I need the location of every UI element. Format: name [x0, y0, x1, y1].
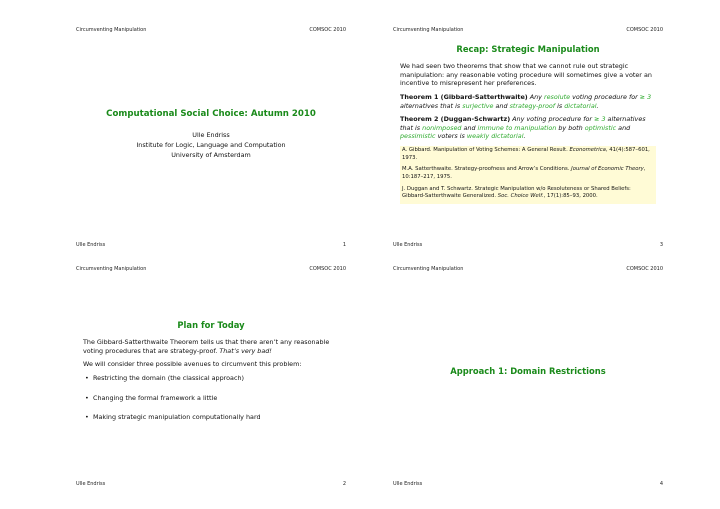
reference-journal: Soc. Choice Welf.	[497, 193, 544, 200]
avenues-paragraph: We will consider three possible avenues to circumvent this problem:	[83, 360, 302, 369]
theorem-text: .	[523, 132, 526, 141]
header-right: COMSOC 2010	[309, 266, 346, 272]
theorem-text: Any	[527, 92, 544, 101]
keyword: nonimposed	[422, 123, 462, 132]
theorem-text: is	[555, 101, 565, 110]
keyword: surjective	[462, 101, 494, 110]
theorem-text: and	[461, 123, 478, 132]
reference-details: , 41(4):587–601, 1973.	[402, 147, 650, 161]
theorem-text: alternatives that is	[400, 115, 646, 132]
slide-4	[393, 266, 663, 487]
keyword: pessimistic	[400, 132, 436, 141]
keyword: weakly dictatorial	[466, 132, 524, 141]
list-item: • Making strategic manipulation computationally hard	[83, 413, 339, 422]
page-number: 4	[659, 481, 663, 487]
reference-text: A. Gibbard. Manipulation of Voting Schemes: A General Result.	[402, 147, 570, 154]
theorem-text: and	[493, 101, 510, 110]
list-item: • Changing the formal framework a little	[83, 394, 339, 403]
reference-details: , 17(1):85–93, 2000.	[543, 193, 598, 200]
slide-3	[393, 27, 663, 248]
page-number: 3	[659, 242, 663, 248]
slide-title: Computational Social Choice: Autumn 2010	[106, 109, 316, 119]
theorem-text: alternatives that is	[400, 101, 463, 110]
keyword: resolute	[544, 92, 571, 101]
avenues-list	[83, 374, 339, 422]
footer-left: Ulle Endriss	[76, 481, 106, 487]
reference-text: M.A. Satterthwaite. Strategy-proofness and Arrow’s Conditions.	[402, 166, 572, 173]
author-block	[76, 131, 346, 161]
footer-left: Ulle Endriss	[393, 481, 423, 487]
keyword: strategy-proof	[509, 101, 556, 110]
header-left: Circumventing Manipulation	[393, 266, 464, 272]
intro-paragraph	[83, 338, 339, 355]
slide-1	[76, 27, 346, 248]
author-name: Ulle Endriss	[192, 131, 230, 139]
theorem-text: voters is	[435, 132, 467, 141]
header-right: COMSOC 2010	[309, 27, 346, 33]
slide-title: Plan for Today	[177, 320, 245, 330]
intro-paragraph: We had seen two theorems that show that we cannot rule out strategic manipulation: any reasonable voting procedure will sometimes give a voter an incentive to misrepresent her preferences.	[400, 62, 652, 88]
affiliation-institute: Institute for Logic, Language and Computation	[136, 140, 286, 149]
reference-text: J. Duggan and T. Schwartz. Strategic Manipulation w/o Resoluteness or Shared Beliefs: Gibbard-Satterthwaite Generalized.	[402, 185, 631, 200]
theorem-1-label: Theorem 1 (Gibbard-Satterthwaite)	[400, 92, 528, 101]
theorem-2-label: Theorem 2 (Duggan-Schwartz)	[400, 115, 511, 124]
list-item: • Restricting the domain (the classical approach)	[83, 374, 339, 383]
theorem-text: .	[596, 101, 599, 110]
slide-title: Recap: Strategic Manipulation	[456, 44, 600, 54]
theorem-1	[400, 93, 656, 110]
theorem-2	[400, 115, 656, 141]
reference-item	[400, 185, 656, 204]
paragraph-text: The Gibbard-Satterthwaite Theorem tells us that there aren’t any reasonable voting procedures that are strategy-proof.	[83, 338, 330, 355]
affiliation-university: University of Amsterdam	[171, 150, 251, 159]
header-left: Circumventing Manipulation	[76, 266, 147, 272]
header-left: Circumventing Manipulation	[76, 27, 147, 33]
slide-body	[83, 338, 339, 433]
slide-body	[400, 62, 656, 204]
slide-title: Approach 1: Domain Restrictions	[450, 366, 606, 376]
reference-item	[400, 165, 656, 184]
keyword: ≥ 3	[639, 92, 652, 101]
keyword: immune to manipulation	[477, 123, 557, 132]
reference-journal: Econometrica	[569, 147, 606, 154]
theorem-text: Any voting procedure for	[510, 115, 595, 124]
footer-left: Ulle Endriss	[393, 242, 423, 248]
reference-item	[400, 146, 656, 165]
theorem-text: by both	[556, 123, 585, 132]
page-number: 2	[342, 481, 346, 487]
keyword: optimistic	[584, 123, 617, 132]
slide-2	[76, 266, 346, 487]
reference-journal: Journal of Economic Theory	[571, 166, 644, 173]
header-right: COMSOC 2010	[626, 266, 663, 272]
theorem-text: voting procedure for	[570, 92, 640, 101]
footer-left: Ulle Endriss	[76, 242, 106, 248]
page-number: 1	[342, 242, 346, 248]
header-right: COMSOC 2010	[626, 27, 663, 33]
header-left: Circumventing Manipulation	[393, 27, 464, 33]
keyword: dictatorial	[564, 101, 597, 110]
keyword: ≥ 3	[594, 115, 606, 124]
references-box	[400, 146, 656, 204]
emphasis-text: That’s very bad!	[219, 346, 272, 355]
theorem-text: and	[616, 123, 631, 132]
reference-details: , 10:187–217, 1975.	[402, 166, 646, 181]
